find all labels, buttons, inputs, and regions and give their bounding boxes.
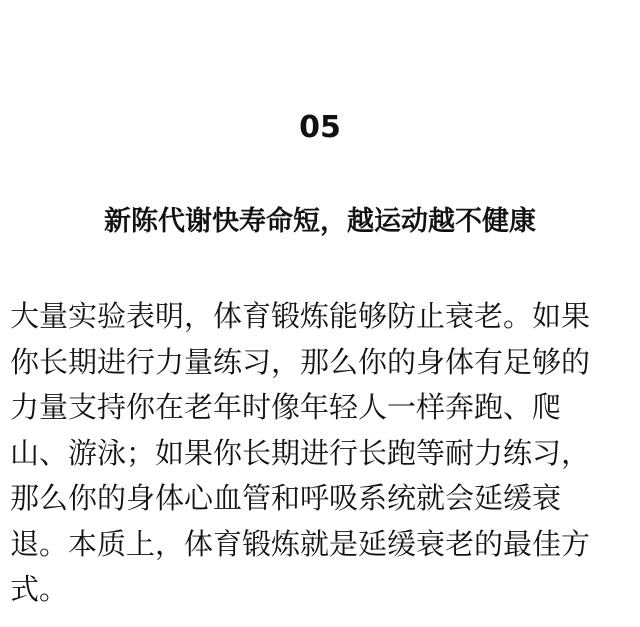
section-title: 新陈代谢快寿命短，越运动越不健康 bbox=[104, 206, 536, 237]
paragraph-line: 退。本质上，体育锻炼就是延缓衰老的最佳方 bbox=[10, 526, 591, 561]
paragraph-line: 大量实验表明，体育锻炼能够防止衰老。如果 bbox=[10, 299, 591, 333]
paragraph-line: 那么你的身体心血管和呼吸系统就会延缓衰 bbox=[10, 481, 562, 515]
paragraph-line: 山、游泳；如果你长期进行长跑等耐力练习， bbox=[10, 435, 591, 470]
body-paragraph bbox=[10, 294, 634, 613]
section-number: 05 bbox=[299, 110, 341, 145]
paragraph-line: 你长期进行力量练习，那么你的身体有足够的 bbox=[10, 344, 591, 379]
paragraph-line: 式。 bbox=[10, 572, 69, 606]
paragraph-line: 力量支持你在老年时像年轻人一样奔跑、爬 bbox=[10, 390, 562, 424]
